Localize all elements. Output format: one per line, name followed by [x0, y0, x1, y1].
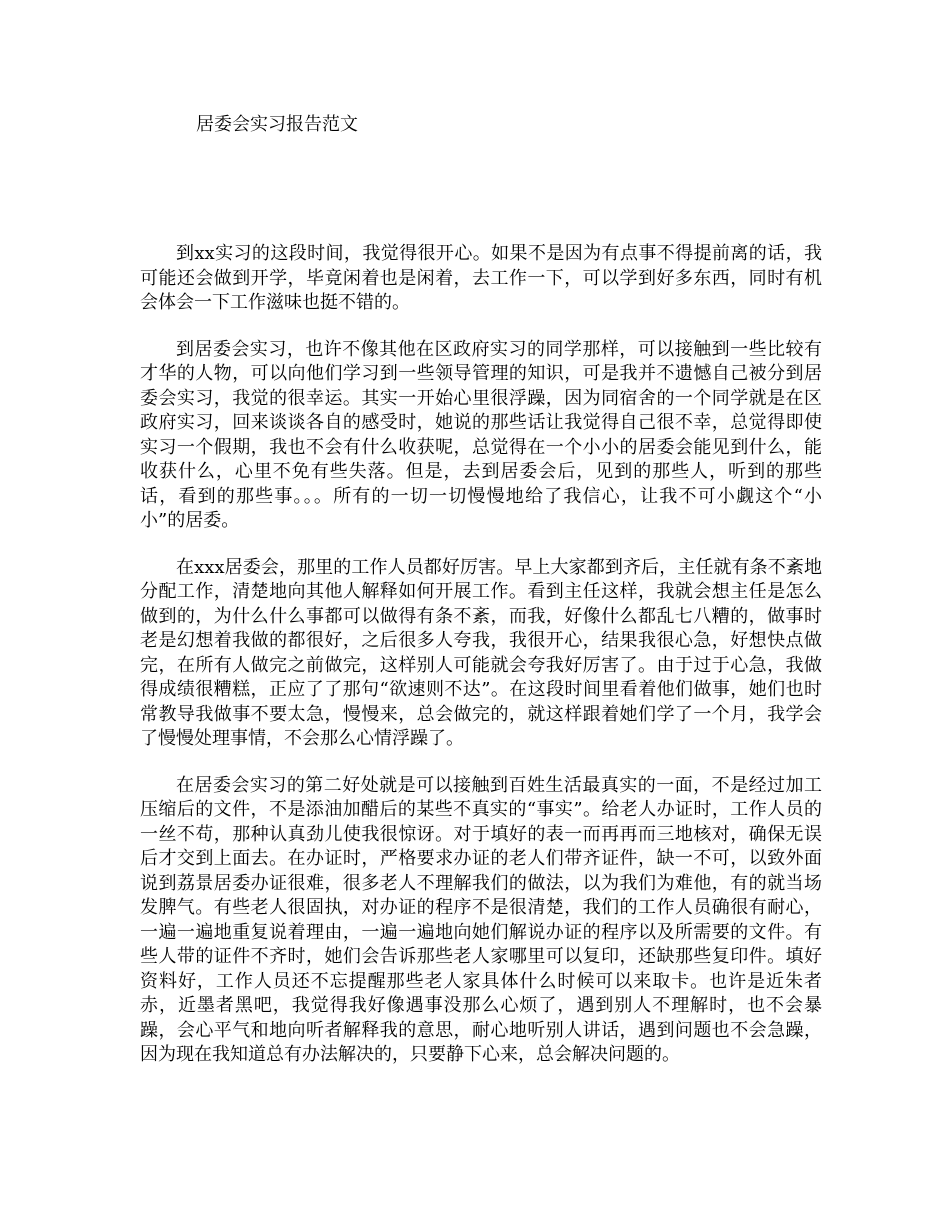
- document-title: 居委会实习报告范文: [196, 114, 358, 135]
- document-body: [140, 242, 822, 1090]
- paragraph-2: 到居委会实习，也许不像其他在区政府实习的同学那样，可以接触到一些比较有才华的人物，可以向他们学习到一些领导管理的知识，可是我并不遗憾自己被分到居委会实习，我觉的很幸运。其实一开始心里很浮躁，因为同宿舍的一个同学就是在区政府实习，回来谈谈各自的感受时，她说的那些话让我觉得自己很不幸，总觉得即使实习一个假期，我也不会有什么收获呢，总觉得在一个小小的居委会能见到什么，能收获什么，心里不免有些失落。但是，去到居委会后，见到的那些人，听到的那些话，看到的那些事。。。所有的一切一切慢慢地给了我信心，让我不可小觑这个“小小”的居委。: [140, 338, 822, 531]
- paragraph-4: 在居委会实习的第二好处就是可以接触到百姓生活最真实的一面，不是经过加工压缩后的文件，不是添油加醋后的某些不真实的“事实”。给老人办证时，工作人员的一丝不苟，那种认真劲儿使我很惊讶。对于填好的表一而再再而三地核对，确保无误后才交到上面去。在办证时，严格要求办证的老人们带齐证件，缺一不可，以致外面说到荔景居委办证很难，很多老人不理解我们的做法，以为我们为难他，有的就当场发脾气。有些老人很固执，对办证的程序不是很清楚，我们的工作人员确很有耐心，一遍一遍地重复说着理由，一遍一遍地向她们解说办证的程序以及所需要的文件。有些人带的证件不齐时，她们会告诉那些老人家哪里可以复印，还缺那些复印件。填好资料好，工作人员还不忘提醒那些老人家具体什么时候可以来取卡。也许是近朱者赤，近墨者黑吧，我觉得我好像遇事没那么心烦了，遇到别人不理解时，也不会暴躁，会心平气和地向听者解释我的意思，耐心地听别人讲话，遇到问题也不会急躁，因为现在我知道总有办法解决的，只要静下心来，总会解决问题的。: [140, 774, 822, 1065]
- paragraph-3: 在xxx居委会，那里的工作人员都好厉害。早上大家都到齐后，主任就有条不紊地分配工作，清楚地向其他人解释如何开展工作。看到主任这样，我就会想主任是怎么做到的，为什么什么事都可以做得有条不紊，而我，好像什么都乱七八糟的，做事时老是幻想着我做的都很好，之后很多人夸我，我很开心，结果我很心急，好想快点做完，在所有人做完之前做完，这样别人可能就会夸我好厉害了。由于过于心急，我做得成绩很糟糕，正应了了那句“欲速则不达”。在这段时间里看着他们做事，她们也时常教导我做事不要太急，慢慢来，总会做完的，就这样跟着她们学了一个月，我学会了慢慢处理事情，不会那么心情浮躁了。: [140, 556, 822, 749]
- paragraph-1: 到xx实习的这段时间，我觉得很开心。如果不是因为有点事不得提前离的话，我可能还会做到开学，毕竟闲着也是闲着，去工作一下，可以学到好多东西，同时有机会体会一下工作滋味也挺不错的。: [140, 243, 822, 313]
